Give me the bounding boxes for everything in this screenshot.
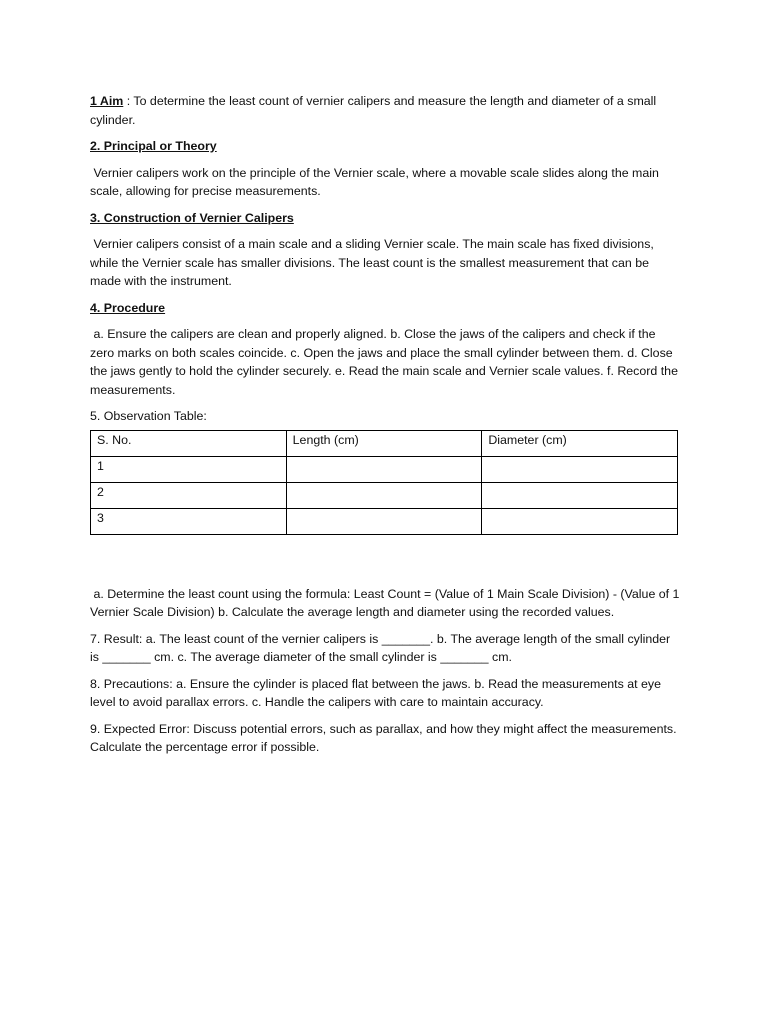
table-cell-diameter [482,456,678,482]
result-text: 7. Result: a. The least count of the vernier calipers is _______. b. The average length of the small cylinder is _______ cm. c. The average diameter of the small cylinder is _______ cm. [90,631,671,664]
aim-heading: 1 Aim [90,94,124,108]
procedure-text: a. Ensure the calipers are clean and properly aligned. b. Close the jaws of the calipers and check if the zero marks on both scales coincide. c. Open the jaws and place the small cylinder between them. d. Close the jaws gently to hold the cylinder securely. e. Read the main scale and Vernier scale values. f. Record the measurements. [90,327,682,397]
theory-heading: 2. Principal or Theory [90,139,217,153]
document-page [90,92,683,765]
construction-text: Vernier calipers consist of a main scale and a sliding Vernier scale. The main scale has fixed divisions, while the Vernier scale has smaller divisions. The least count is the smallest measurement that can be made with the instrument. [90,237,658,288]
table-cell-length [286,508,482,534]
header-length: Length (cm) [286,430,482,456]
table-cell-sno: 3 [91,508,287,534]
table-header-row [91,430,678,456]
precautions-text: 8. Precautions: a. Ensure the cylinder is placed flat between the jaws. b. Read the measurements at eye level to avoid parallax errors. c. Handle the calipers with care to maintain accuracy. [90,676,661,709]
table-cell-sno: 2 [91,482,287,508]
header-diameter: Diameter (cm) [482,430,678,456]
table-row [91,456,678,482]
expected-error-text: 9. Expected Error: Discuss potential errors, such as parallax, and how they might affect the measurements. Calculate the percentage error if possible. [90,721,677,754]
observation-title: 5. Observation Table: [90,409,207,423]
table-row [91,482,678,508]
header-sno: S. No. [91,430,287,456]
calculation-text: a. Determine the least count using the formula: Least Count = (Value of 1 Main Scale Division) - (Value of 1 Vernier Scale Division) b. Calculate the average length and diameter using the recorded values. [90,586,683,619]
table-cell-diameter [482,508,678,534]
table-cell-diameter [482,482,678,508]
table-row [91,508,678,534]
table-cell-length [286,456,482,482]
aim-text: : To determine the least count of vernier calipers and measure the length and diameter of a small cylinder. [90,94,657,127]
table-cell-length [286,482,482,508]
theory-text: Vernier calipers work on the principle of the Vernier scale, where a movable scale slides along the main scale, allowing for precise measurements. [90,165,663,198]
aim-paragraph [90,92,680,129]
observation-table [90,430,678,535]
construction-heading: 3. Construction of Vernier Calipers [90,210,294,225]
procedure-heading: 4. Procedure [90,300,166,315]
spacer [90,535,680,585]
table-cell-sno: 1 [91,456,287,482]
